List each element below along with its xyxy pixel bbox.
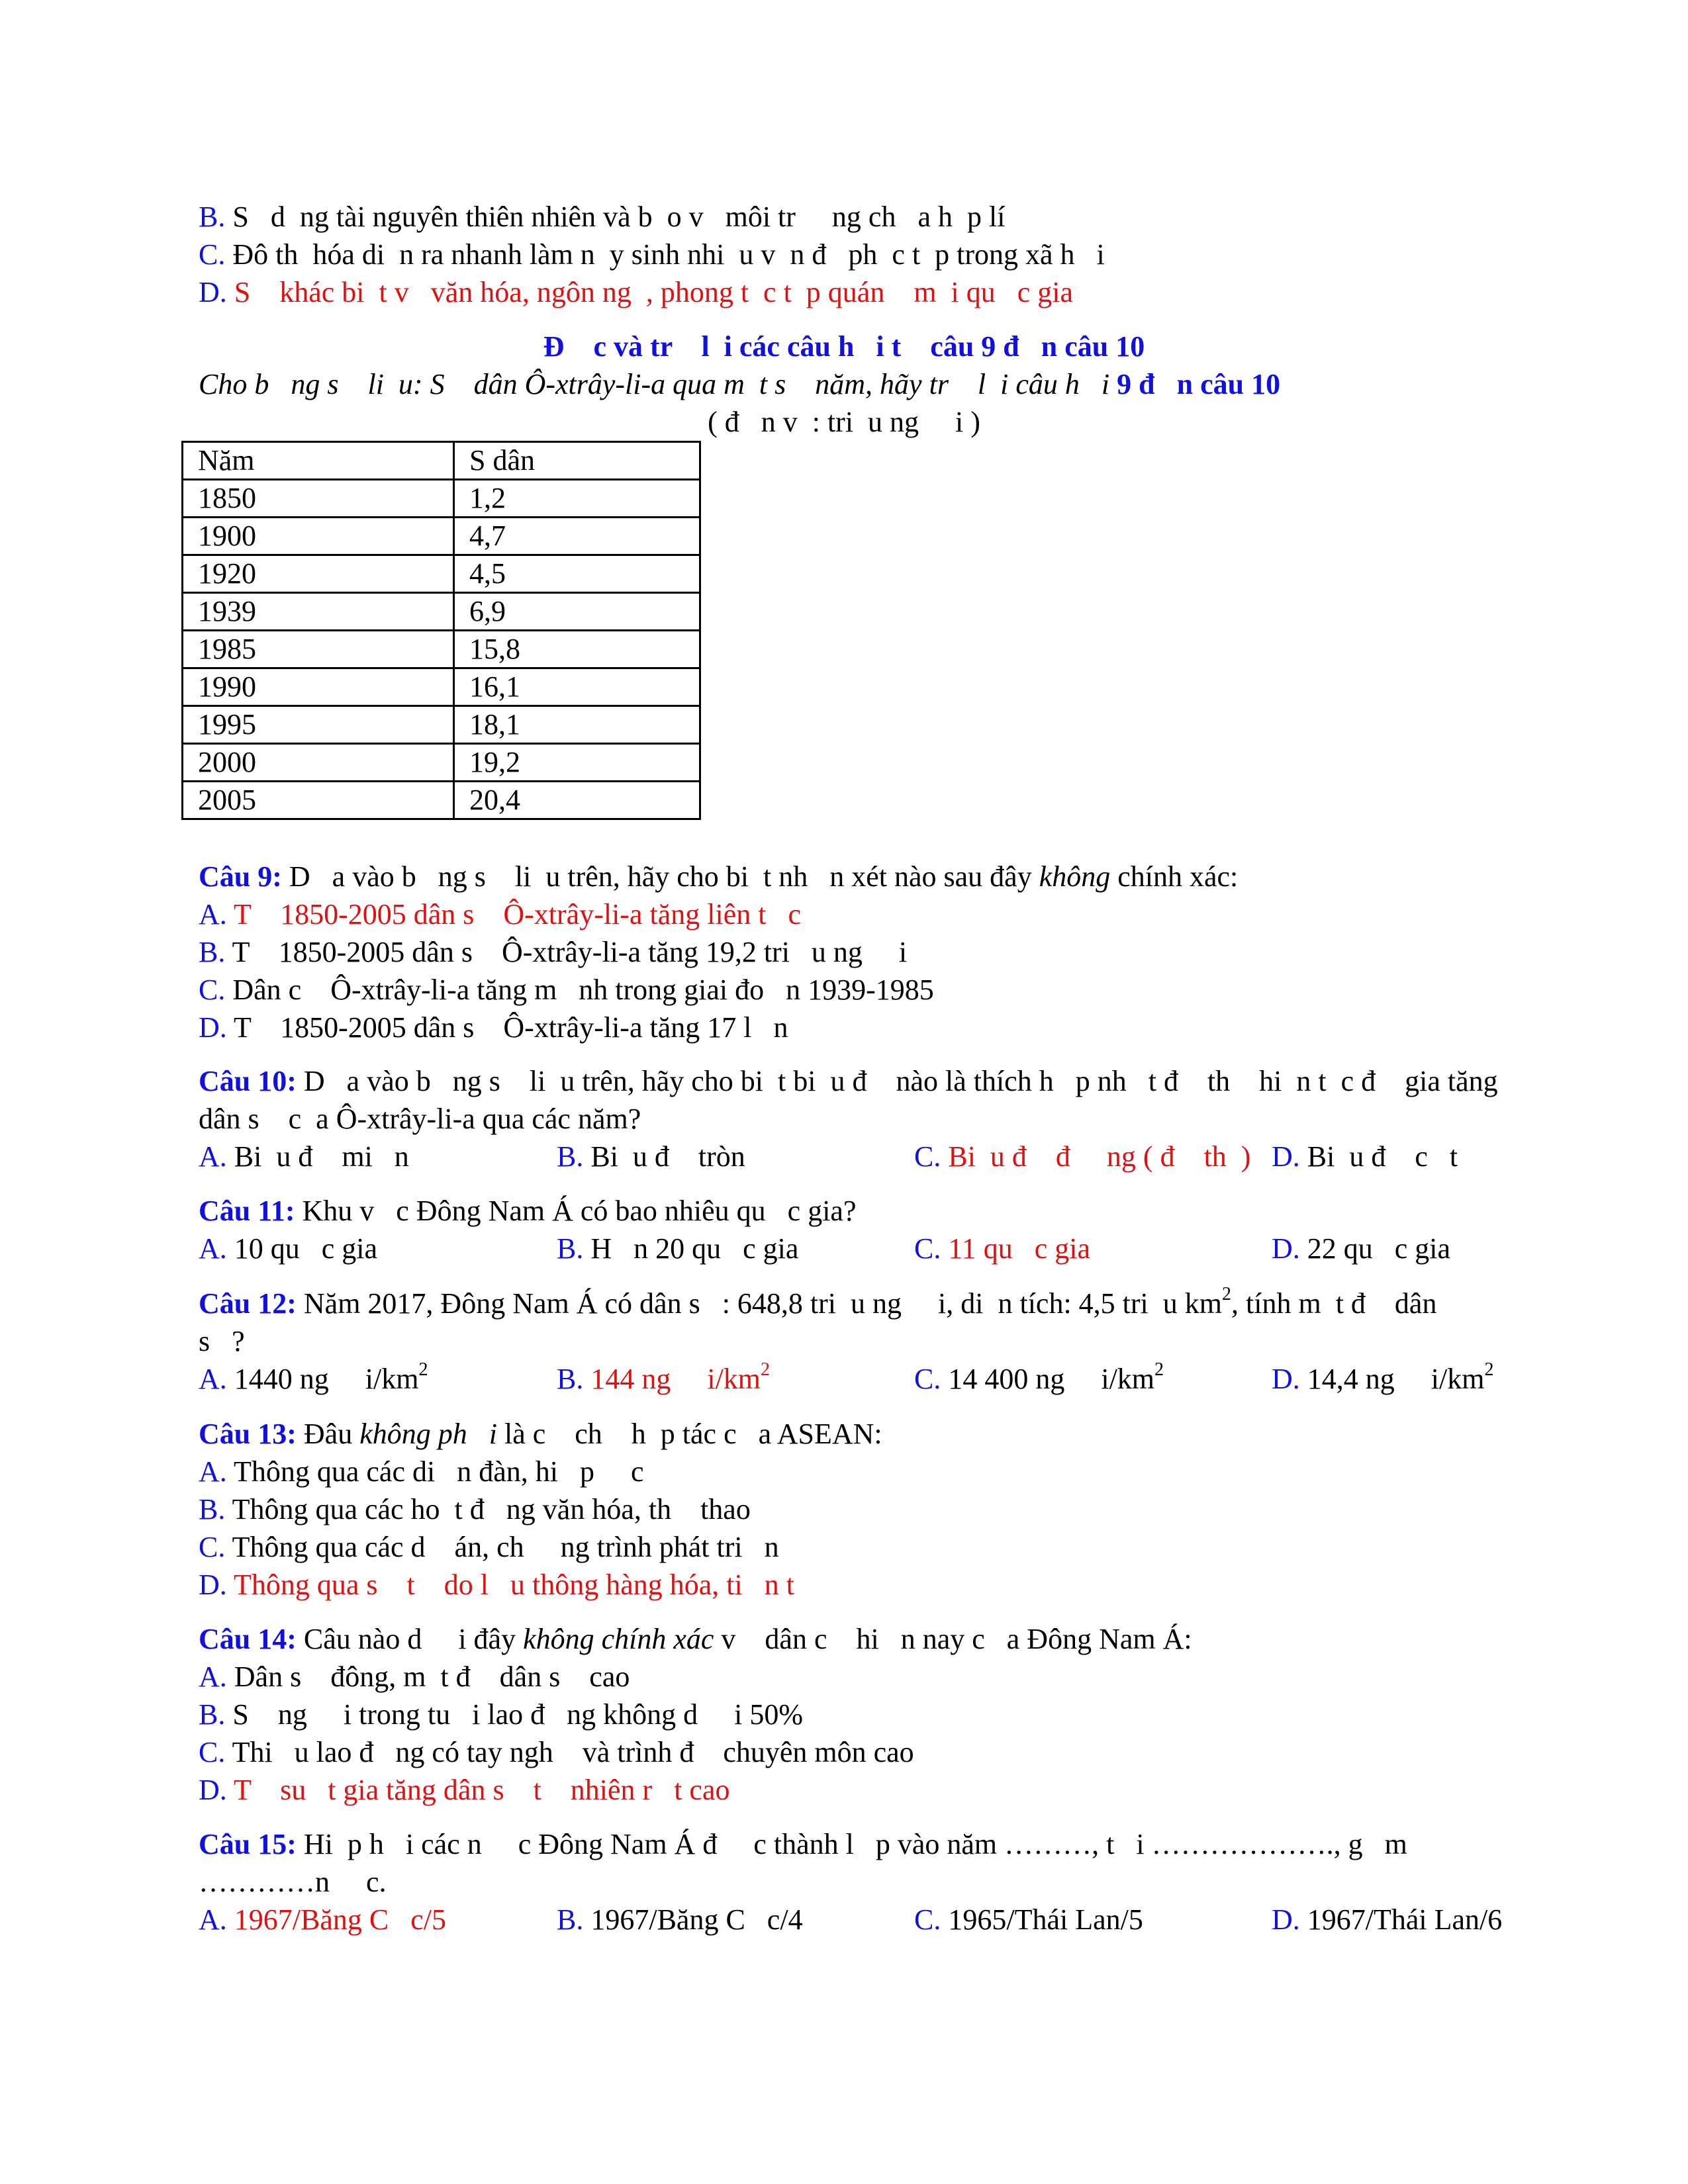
q10-option-a: A. Bi u đ mi n [199, 1140, 409, 1173]
table-row [183, 706, 700, 744]
table-cell: 20,4 [454, 782, 700, 819]
q14-option-d: D. T su t gia tăng dân s t nhiên r t cao [199, 1774, 730, 1806]
table-row [183, 782, 700, 819]
q10-option-d: D. Bi u đ c t [1272, 1140, 1458, 1173]
table-cell: 1920 [183, 555, 454, 593]
prev-option-c: C. Đô th hóa di n ra nhanh làm n y sinh nhi u v n đ ph c t p trong xã h i [199, 238, 1105, 271]
q9-option-a: A. T 1850-2005 dân s Ô-xtrây-li-a tăng liên t c [199, 898, 801, 931]
table-cell: 1,2 [454, 480, 700, 518]
population-table [181, 441, 701, 820]
table-row [183, 668, 700, 706]
table-row [183, 744, 700, 782]
q9-option-d: D. T 1850-2005 dân s Ô-xtrây-li-a tăng 17 l n [199, 1011, 788, 1044]
table-header-row [183, 442, 700, 480]
q15-option-a: A. 1967/Băng C c/5 [199, 1903, 446, 1936]
q10-option-b: B. Bi u đ tròn [557, 1140, 745, 1173]
question-12: Câu 12: Năm 2017, Đông Nam Á có dân s : 648,8 tri u ng i, di n tích: 4,5 tri u $km^2$, tính m t đ dân [199, 1284, 1437, 1320]
q12-option-b: B. 144 ng $i/km^2$ [557, 1359, 771, 1395]
table-header-year: Năm [183, 442, 454, 480]
section-heading: Đ c và tr l i các câu h i t câu 9 đ n câu 10 [543, 330, 1145, 363]
table-row [183, 480, 700, 518]
table-cell: 6,9 [454, 593, 700, 631]
q15-option-b: B. 1967/Băng C c/4 [557, 1903, 803, 1936]
question-10: Câu 10: D a vào b ng s li u trên, hãy cho bi t bi u đ nào là thích h p nh t đ th hi n t c đ gia tăng [199, 1065, 1498, 1097]
question-15: Câu 15: Hi p h i các n c Đông Nam Á đ c thành l p vào năm ………, t i ………………., g m [199, 1828, 1407, 1860]
q13-option-a: A. Thông qua các di n đàn, hi p c [199, 1455, 644, 1488]
table-cell: 4,7 [454, 518, 700, 555]
question-10-line2: dân s c a Ô-xtrây-li-a qua các năm? [199, 1103, 641, 1135]
table-cell: 1985 [183, 631, 454, 668]
question-12-line2: s ? [199, 1325, 245, 1357]
table-cell: 2000 [183, 744, 454, 782]
q10-option-c: C. Bi u đ đ ng ( đ th ) [914, 1140, 1251, 1173]
table-cell: 1995 [183, 706, 454, 744]
table-unit: ( đ n v : tri u ng i ) [708, 406, 980, 438]
question-13: Câu 13: Đâu không ph i là c ch h p tác c a ASEAN: [199, 1418, 882, 1450]
q14-option-b: B. S ng i trong tu i lao đ ng không d i 50% [199, 1698, 804, 1731]
table-cell: 1900 [183, 518, 454, 555]
q12-option-c: C. 14 400 ng $i/km^2$ [914, 1359, 1164, 1395]
table-row [183, 518, 700, 555]
table-cell: 2005 [183, 782, 454, 819]
question-11: Câu 11: Khu v c Đông Nam Á có bao nhiêu qu c gia? [199, 1195, 857, 1227]
section-intro: Cho b ng s li u: S dân Ô-xtrây-li-a qua m t s năm, hãy tr l i câu h i 9 đ n câu 10 [199, 368, 1281, 400]
q11-option-b: B. H n 20 qu c gia [557, 1232, 799, 1265]
table-cell: 19,2 [454, 744, 700, 782]
table-cell: 1939 [183, 593, 454, 631]
q9-option-c: C. Dân c Ô-xtrây-li-a tăng m nh trong giai đo n 1939-1985 [199, 974, 934, 1006]
q12-option-a: A. 1440 ng $i/km^2$ [199, 1359, 428, 1395]
q11-option-c: C. 11 qu c gia [914, 1232, 1091, 1265]
table-row [183, 555, 700, 593]
table-row [183, 631, 700, 668]
table-header-population: S dân [454, 442, 700, 480]
question-14: Câu 14: Câu nào d i đây không chính xác v dân c hi n nay c a Đông Nam Á: [199, 1623, 1192, 1655]
q11-option-d: D. 22 qu c gia [1272, 1232, 1451, 1265]
q11-option-a: A. 10 qu c gia [199, 1232, 378, 1265]
table-cell: 4,5 [454, 555, 700, 593]
question-15-line2: …………n c. [199, 1866, 387, 1898]
prev-option-b: B. S d ng tài nguyên thiên nhiên và b o v môi tr ng ch a h p lí [199, 201, 1006, 233]
table-cell: 1990 [183, 668, 454, 706]
q13-option-b: B. Thông qua các ho t đ ng văn hóa, th thao [199, 1493, 751, 1525]
table-row [183, 593, 700, 631]
q15-option-c: C. 1965/Thái Lan/5 [914, 1903, 1143, 1936]
q14-option-a: A. Dân s đông, m t đ dân s cao [199, 1661, 630, 1693]
q15-option-d: D. 1967/Thái Lan/6 [1272, 1903, 1503, 1936]
question-9: Câu 9: D a vào b ng s li u trên, hãy cho bi t nh n xét nào sau đây không chính xác: [199, 860, 1239, 893]
table-cell: 18,1 [454, 706, 700, 744]
table-cell: 15,8 [454, 631, 700, 668]
q12-option-d: D. 14,4 ng $i/km^2$ [1272, 1359, 1494, 1395]
q13-option-d: D. Thông qua s t do l u thông hàng hóa, ti n t [199, 1569, 794, 1601]
prev-option-d: D. S khác bi t v văn hóa, ngôn ng , phong t c t p quán m i qu c gia [199, 276, 1074, 308]
q14-option-c: C. Thi u lao đ ng có tay ngh và trình đ chuyên môn cao [199, 1736, 914, 1768]
q13-option-c: C. Thông qua các d án, ch ng trình phát tri n [199, 1531, 779, 1563]
q9-option-b: B. T 1850-2005 dân s Ô-xtrây-li-a tăng 19,2 tri u ng i [199, 936, 908, 968]
table-cell: 16,1 [454, 668, 700, 706]
table-cell: 1850 [183, 480, 454, 518]
